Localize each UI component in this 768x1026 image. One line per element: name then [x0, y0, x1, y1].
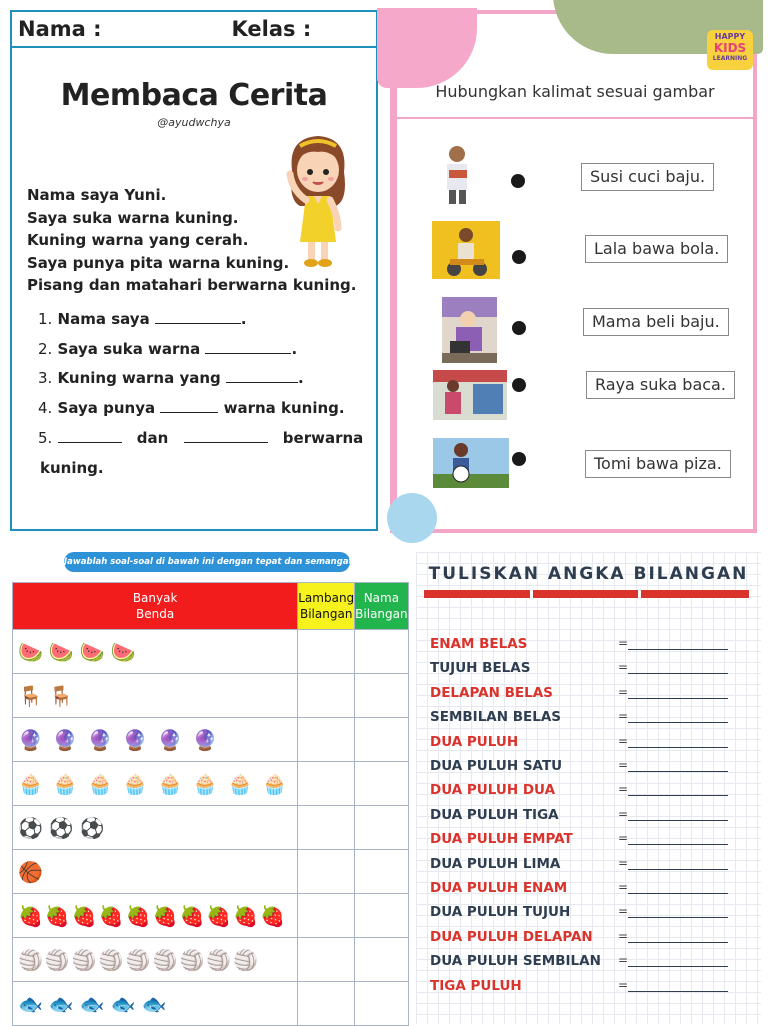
question-4 [38, 399, 345, 417]
class-label: Kelas : [231, 17, 312, 41]
match-dot[interactable] [512, 378, 526, 392]
worksheet-title: TULISKAN ANGKA BILANGAN [428, 564, 749, 584]
question-number: 3. [38, 369, 53, 387]
name-answer-cell[interactable] [355, 894, 408, 938]
symbol-answer-cell[interactable] [298, 762, 355, 806]
match-dot[interactable] [512, 321, 526, 335]
chair-icon: 🪑 [18, 683, 43, 708]
fish-icon: 🐟 [79, 991, 105, 1016]
number-word-label: TUJUH BELAS [430, 660, 531, 677]
strawberry-icon: 🍓 [44, 903, 70, 928]
cupcake-icon: 🧁 [192, 771, 218, 796]
number-word-label: DUA PULUH SATU [430, 758, 563, 774]
match-dot[interactable] [512, 250, 526, 264]
table-row [13, 762, 409, 806]
cupcake-icon: 🧁 [122, 771, 148, 796]
number-word-label: DUA PULUH LIMA [430, 855, 561, 872]
question-5 [38, 429, 363, 447]
instruction-text: Hubungkan kalimat sesuai gambar [435, 82, 715, 101]
equals-sign: = [618, 880, 629, 894]
equals-sign: = [618, 855, 629, 870]
equals-sign: = [618, 636, 629, 650]
question-1 [38, 310, 247, 328]
equals-sign: = [618, 758, 629, 772]
watermelon-icon: 🍉 [48, 639, 74, 664]
number-word-label: SEMBILAN BELAS [430, 709, 562, 726]
objects-group [13, 684, 297, 708]
girl-reading-photo [435, 142, 479, 206]
number-word-row [430, 709, 750, 729]
objects-group [13, 904, 297, 928]
symbol-answer-cell[interactable] [298, 894, 355, 938]
cupcake-icon: 🧁 [227, 771, 253, 796]
strawberry-icon: 🍓 [98, 903, 124, 928]
objects-group [13, 640, 297, 664]
answer-line[interactable] [628, 869, 728, 870]
match-dot[interactable] [511, 174, 525, 188]
number-word-row [430, 758, 750, 778]
header-text: Benda [136, 607, 175, 621]
name-answer-cell[interactable] [355, 982, 408, 1026]
answer-blank[interactable] [226, 370, 298, 383]
number-word-row [430, 782, 750, 802]
sentence-box[interactable]: Lala bawa bola. [585, 235, 728, 263]
chair-icon: 🪑 [48, 683, 74, 708]
equals-sign: = [618, 831, 629, 846]
cupcake-icon: 🧁 [87, 771, 113, 796]
question-end: kuning. [40, 459, 104, 477]
answer-line[interactable] [628, 747, 728, 748]
number-word-label: DUA PULUH TIGA [430, 806, 559, 823]
strawberry-icon: 🍓 [125, 903, 151, 928]
name-answer-cell[interactable] [355, 938, 408, 982]
scooter-photo [432, 221, 500, 279]
name-answer-cell[interactable] [355, 718, 408, 762]
table-row [13, 938, 409, 982]
name-answer-cell[interactable] [355, 762, 408, 806]
number-word-row [430, 953, 750, 973]
counting-worksheet [12, 548, 408, 1024]
answer-line[interactable] [628, 893, 728, 894]
equals-sign: = [618, 684, 629, 699]
objects-cell [13, 762, 298, 806]
number-word-row [430, 880, 750, 900]
volleyball-icon: 🏐 [233, 947, 259, 972]
number-word-row [430, 904, 750, 924]
table-row [13, 674, 409, 718]
question-text: Saya punya [57, 399, 156, 417]
number-word-row [430, 636, 750, 656]
equals-sign: = [618, 660, 629, 675]
beach-ball-icon: 🔮 [52, 727, 78, 752]
counting-table [12, 582, 409, 1026]
number-word-label: DUA PULUH ENAM [430, 880, 568, 896]
objects-group [13, 728, 297, 752]
table-row [13, 982, 409, 1026]
cupcake-icon: 🧁 [18, 771, 43, 796]
equals-sign: = [618, 928, 629, 943]
reading-worksheet [10, 10, 378, 531]
equals-sign: = [618, 806, 629, 821]
objects-group [13, 948, 297, 972]
answer-line[interactable] [628, 991, 728, 992]
worksheet-title: Membaca Cerita [60, 78, 328, 113]
title-underline-bar [424, 590, 749, 598]
shopping-photo [433, 370, 507, 420]
symbol-answer-cell[interactable] [298, 850, 355, 894]
name-answer-cell[interactable] [355, 806, 408, 850]
matching-worksheet [390, 10, 757, 533]
boy-ball-photo [433, 438, 509, 488]
number-word-label: DUA PULUH DELAPAN [430, 928, 593, 945]
objects-cell [13, 894, 298, 938]
matching-panel [397, 14, 753, 529]
symbol-answer-cell[interactable] [298, 806, 355, 850]
question-end: . [240, 310, 247, 328]
answer-line[interactable] [628, 966, 728, 967]
number-word-label: DELAPAN BELAS [430, 684, 553, 701]
soccer-ball-icon: ⚽ [79, 815, 105, 840]
question-number: 5. [38, 429, 53, 447]
strawberry-icon: 🍓 [18, 903, 43, 928]
sentence-box[interactable]: Tomi bawa piza. [585, 450, 731, 478]
volleyball-icon: 🏐 [125, 947, 151, 972]
number-word-row [430, 831, 750, 851]
header-text: Banyak [132, 591, 178, 605]
question-text: Nama saya [57, 310, 150, 328]
bar-gap [530, 590, 533, 598]
question-text: berwarna [282, 429, 364, 447]
header-text: Bilangan [355, 607, 408, 621]
number-word-label: DUA PULUH TUJUH [430, 904, 571, 921]
answer-blank[interactable] [58, 430, 122, 443]
number-word-row [430, 734, 750, 754]
question-number: 4. [38, 399, 53, 417]
question-end: . [291, 340, 298, 358]
number-word-label: DUA PULUH SEMBILAN [430, 953, 601, 970]
story-text [27, 184, 357, 297]
sentence-box[interactable]: Mama beli baju. [583, 308, 729, 336]
header-text: Bilangan [299, 607, 353, 621]
author-handle: @ayudwchya [157, 116, 231, 129]
number-writing-worksheet [416, 552, 761, 1024]
beach-ball-icon: 🔮 [18, 727, 43, 752]
number-word-row [430, 685, 750, 705]
volleyball-icon: 🏐 [18, 947, 43, 972]
story-line: Kuning warna yang cerah. [27, 231, 249, 250]
answer-blank[interactable] [184, 430, 268, 443]
name-answer-cell[interactable] [355, 630, 408, 674]
watermelon-icon: 🍉 [110, 639, 136, 664]
volleyball-icon: 🏐 [152, 947, 178, 972]
answer-line[interactable] [628, 942, 728, 943]
watermelon-icon: 🍉 [79, 639, 105, 664]
objects-group [13, 772, 297, 796]
objects-cell [13, 982, 298, 1026]
sentence-box[interactable]: Raya suka baca. [586, 371, 735, 399]
strawberry-icon: 🍓 [71, 903, 97, 928]
decorative-blob [377, 8, 477, 88]
logo-text: LEARNING [712, 55, 748, 62]
number-word-label: DUA PULUH DUA [430, 782, 556, 799]
logo-text: HAPPY [714, 32, 746, 41]
equals-sign: = [618, 733, 629, 748]
name-label: Nama : [18, 17, 102, 41]
number-word-row [430, 807, 750, 827]
fish-icon: 🐟 [141, 991, 167, 1016]
question-text: dan [136, 429, 169, 447]
column-header-symbol [298, 583, 355, 630]
objects-cell [13, 630, 298, 674]
answer-line[interactable] [628, 771, 728, 772]
symbol-answer-cell[interactable] [298, 718, 355, 762]
strawberry-icon: 🍓 [206, 903, 232, 928]
equals-sign: = [618, 953, 629, 968]
beach-ball-icon: 🔮 [157, 727, 183, 752]
answer-blank[interactable] [155, 311, 241, 324]
volleyball-icon: 🏐 [179, 947, 205, 972]
answer-line[interactable] [628, 917, 728, 918]
name-answer-cell[interactable] [355, 674, 408, 718]
basketball-icon: 🏀 [18, 859, 43, 884]
story-line: Saya punya pita warna kuning. [27, 253, 290, 272]
answer-line[interactable] [628, 722, 728, 723]
equals-sign: = [618, 782, 629, 797]
strawberry-icon: 🍓 [179, 903, 205, 928]
answer-line[interactable] [628, 673, 728, 674]
question-end: warna kuning. [223, 399, 345, 417]
number-word-row [430, 929, 750, 949]
table-row [13, 630, 409, 674]
header-text: Nama [363, 591, 400, 605]
number-word-label: DUA PULUH EMPAT [430, 831, 573, 848]
volleyball-icon: 🏐 [206, 947, 232, 972]
answer-blank[interactable] [160, 400, 218, 413]
objects-group [13, 816, 297, 840]
volleyball-icon: 🏐 [71, 947, 97, 972]
question-5-continued [38, 459, 104, 477]
logo-text: KIDS [713, 41, 747, 55]
question-number: 2. [38, 340, 53, 358]
answer-line[interactable] [628, 820, 728, 821]
watermelon-icon: 🍉 [18, 639, 43, 664]
soccer-ball-icon: ⚽ [18, 815, 43, 840]
objects-cell [13, 718, 298, 762]
question-3 [38, 369, 304, 387]
symbol-answer-cell[interactable] [298, 938, 355, 982]
equals-sign: = [618, 977, 629, 992]
objects-cell [13, 806, 298, 850]
table-row [13, 806, 409, 850]
objects-cell [13, 674, 298, 718]
answer-line[interactable] [628, 649, 728, 650]
question-end: . [298, 369, 304, 387]
objects-cell [13, 850, 298, 894]
column-header-name [355, 583, 408, 630]
number-word-label: DUA PULUH [430, 733, 519, 750]
question-2 [38, 340, 297, 358]
beach-ball-icon: 🔮 [122, 727, 148, 752]
soccer-ball-icon: ⚽ [48, 815, 74, 840]
strawberry-icon: 🍓 [260, 903, 286, 928]
cupcake-icon: 🧁 [157, 771, 183, 796]
story-line: Nama saya Yuni. [27, 186, 167, 204]
answer-line[interactable] [628, 698, 728, 699]
answer-line[interactable] [628, 844, 728, 845]
answer-line[interactable] [628, 795, 728, 796]
question-number: 1. [38, 310, 53, 328]
fish-icon: 🐟 [48, 991, 74, 1016]
story-line: Pisang dan matahari berwarna kuning. [27, 276, 357, 295]
name-answer-cell[interactable] [355, 850, 408, 894]
question-text: Saya suka warna [57, 340, 201, 358]
objects-group [13, 860, 297, 884]
symbol-answer-cell[interactable] [298, 630, 355, 674]
strawberry-icon: 🍓 [152, 903, 178, 928]
header-text: Lambang [298, 591, 355, 605]
answer-blank[interactable] [205, 341, 291, 354]
cupcake-icon: 🧁 [262, 771, 288, 796]
number-word-label: TIGA PULUH [430, 977, 522, 994]
table-header-row [13, 583, 409, 630]
symbol-answer-cell[interactable] [298, 982, 355, 1026]
story-line: Saya suka warna kuning. [27, 208, 239, 227]
match-dot[interactable] [512, 452, 526, 466]
table-row [13, 718, 409, 762]
fish-icon: 🐟 [18, 991, 43, 1016]
objects-group [13, 992, 297, 1016]
volleyball-icon: 🏐 [98, 947, 124, 972]
number-word-row [430, 660, 750, 680]
decorative-blob [387, 493, 437, 543]
instruction-banner: Jawablah soal-soal di bawah ini dengan tepat dan semangat! [64, 552, 350, 572]
column-header-objects [13, 583, 298, 630]
divider [397, 117, 753, 119]
bar-gap [638, 590, 641, 598]
equals-sign: = [618, 904, 629, 919]
worksheet-header [12, 12, 376, 48]
volleyball-icon: 🏐 [44, 947, 70, 972]
table-row [13, 894, 409, 938]
question-text: Kuning warna yang [57, 369, 221, 387]
cupcake-icon: 🧁 [52, 771, 78, 796]
number-word-row [430, 856, 750, 876]
beach-ball-icon: 🔮 [192, 727, 218, 752]
girl-tablet-photo [442, 297, 497, 363]
objects-cell [13, 938, 298, 982]
number-word-label: ENAM BELAS [430, 636, 528, 652]
fish-icon: 🐟 [110, 991, 136, 1016]
sentence-box[interactable]: Susi cuci baju. [581, 163, 714, 191]
beach-ball-icon: 🔮 [87, 727, 113, 752]
strawberry-icon: 🍓 [233, 903, 259, 928]
equals-sign: = [618, 709, 629, 724]
number-word-row [430, 978, 750, 998]
happy-kids-logo [707, 30, 753, 70]
symbol-answer-cell[interactable] [298, 674, 355, 718]
table-row [13, 850, 409, 894]
